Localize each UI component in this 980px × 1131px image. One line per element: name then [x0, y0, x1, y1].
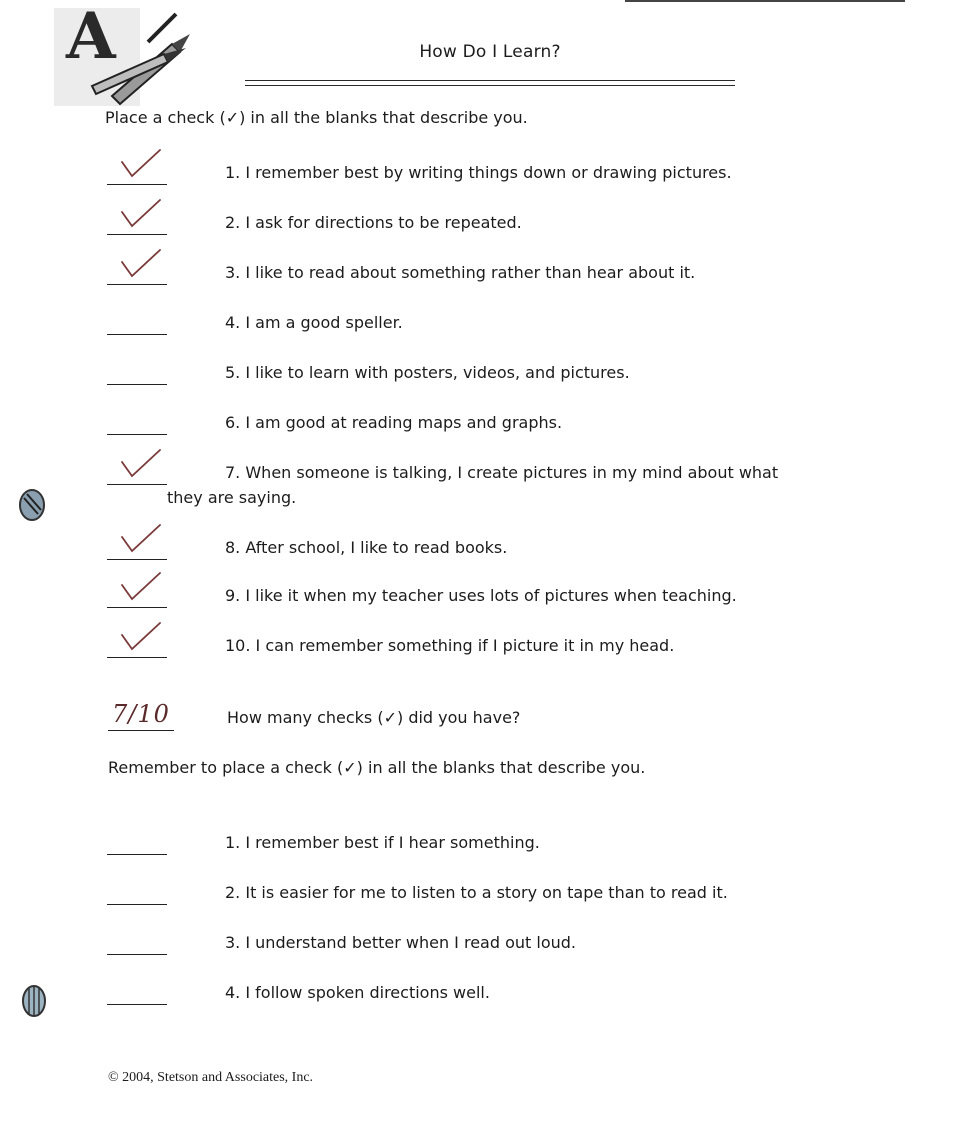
punch-hole-icon [18, 488, 46, 522]
handwritten-checkmark-icon [110, 144, 174, 184]
item-statement: 3. I understand better when I read out loud. [225, 933, 576, 952]
handwritten-checkmark-icon [110, 194, 174, 234]
handwritten-checkmark-icon [110, 519, 174, 559]
item-statement: 4. I am a good speller. [225, 313, 403, 332]
checklist-item-text [225, 160, 825, 185]
checklist-item-text [225, 360, 825, 385]
checklist-item-text [225, 583, 825, 608]
check-blank[interactable] [107, 334, 167, 335]
checklist-item-text [225, 880, 825, 905]
checklist-row [0, 458, 980, 507]
checklist-row [0, 978, 980, 1018]
checklist-item-text [225, 980, 825, 1005]
page-title [0, 42, 980, 62]
item-statement-continued: they are saying. [167, 488, 297, 507]
page-title-text: How Do I Learn? [419, 42, 561, 62]
checklist-row [0, 358, 980, 398]
checklist-item-text [225, 410, 825, 435]
checklist-row [0, 158, 980, 198]
item-statement: 10. I can remember something if I picture it in my head. [225, 636, 675, 655]
handwritten-checkmark-icon [110, 617, 174, 657]
copyright-footer: © 2004, Stetson and Associates, Inc. [108, 1070, 314, 1085]
checklist-item-text [225, 830, 825, 855]
checklist-row [0, 928, 980, 968]
checklist-row [0, 258, 980, 298]
item-statement: 1. I remember best by writing things down or drawing pictures. [225, 163, 732, 182]
check-blank[interactable] [107, 434, 167, 435]
check-blank[interactable] [107, 657, 167, 658]
item-statement: 4. I follow spoken directions well. [225, 983, 490, 1002]
item-statement: 5. I like to learn with posters, videos, and pictures. [225, 363, 630, 382]
handwritten-checkmark-icon [110, 567, 174, 607]
checklist-row [0, 828, 980, 868]
handwritten-checkmark-icon [110, 244, 174, 284]
item-statement: 3. I like to read about something rather than hear about it. [225, 263, 696, 282]
section2-instruction: Remember to place a check (✓) in all the blanks that describe you. [108, 758, 646, 777]
check-blank[interactable] [107, 234, 167, 235]
item-statement: 8. After school, I like to read books. [225, 538, 508, 557]
title-rule-bottom [245, 85, 735, 86]
score-blank[interactable] [108, 730, 174, 731]
check-blank[interactable] [107, 854, 167, 855]
item-statement: 6. I am good at reading maps and graphs. [225, 413, 563, 432]
checklist-item-text [225, 260, 825, 285]
item-statement: 2. I ask for directions to be repeated. [225, 213, 522, 232]
checklist-item-text [225, 633, 825, 658]
check-blank[interactable] [107, 284, 167, 285]
checklist-item-text [225, 310, 825, 335]
check-blank[interactable] [107, 607, 167, 608]
title-rule-top [245, 80, 735, 81]
checklist-row [0, 581, 980, 621]
check-blank[interactable] [107, 384, 167, 385]
item-statement: 1. I remember best if I hear something. [225, 833, 540, 852]
checklist-row [0, 878, 980, 918]
check-blank[interactable] [107, 184, 167, 185]
logo-letter: A [66, 0, 116, 74]
item-statement: 9. I like it when my teacher uses lots of pictures when teaching. [225, 586, 737, 605]
item-statement: 2. It is easier for me to listen to a story on tape than to read it. [225, 883, 728, 902]
score-label: How many checks (✓) did you have? [227, 708, 521, 727]
punch-hole-icon-2 [20, 984, 48, 1018]
checklist-item-text [167, 460, 825, 510]
checklist-row [0, 308, 980, 348]
item-statement: 7. When someone is talking, I create pictures in my mind about what [225, 463, 779, 482]
checklist-row [0, 208, 980, 248]
score-row [0, 700, 980, 746]
score-value: 7/10 [112, 700, 170, 728]
checklist-row [0, 631, 980, 671]
section1-instruction: Place a check (✓) in all the blanks that describe you. [105, 108, 528, 127]
handwritten-checkmark-icon [110, 444, 174, 484]
check-blank[interactable] [107, 484, 167, 485]
checklist-item-text [225, 210, 825, 235]
check-blank[interactable] [107, 1004, 167, 1005]
check-blank[interactable] [107, 904, 167, 905]
checklist-item-text [225, 930, 825, 955]
checklist-item-text [225, 535, 825, 560]
checklist-row [0, 408, 980, 448]
check-blank[interactable] [107, 954, 167, 955]
pencil-stroke [148, 14, 176, 42]
top-edge-line [625, 0, 905, 2]
check-blank[interactable] [107, 559, 167, 560]
